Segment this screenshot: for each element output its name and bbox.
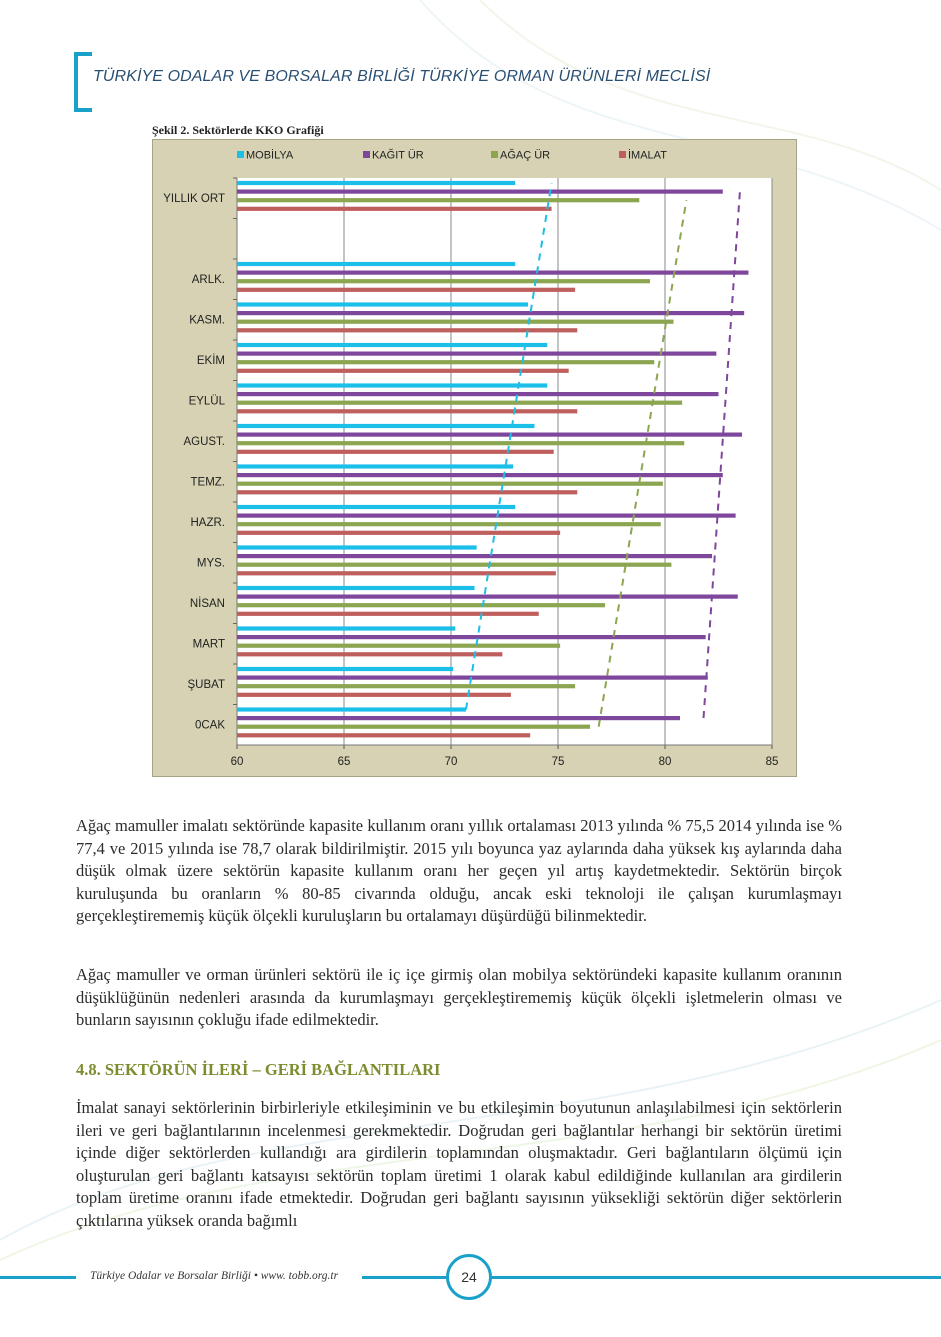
y-tick-label-4: EKİM	[196, 355, 225, 367]
bar-ka-it-r-4	[237, 352, 716, 356]
x-tick-label-60: 60	[230, 756, 244, 768]
bar-ka-it-r-11	[237, 635, 706, 639]
bar-ka-it-r-0	[237, 190, 723, 194]
chart-container	[152, 139, 797, 777]
bar-i-malat-9	[237, 571, 556, 575]
legend-label-3: İMALAT	[628, 149, 667, 162]
bar-a-a-r-0	[237, 198, 639, 202]
bar-i-malat-11	[237, 652, 502, 656]
figure-caption: Şekil 2. Sektörlerde KKO Grafiği	[152, 123, 324, 137]
bar-ka-it-r-6	[237, 433, 742, 437]
bar-mobi-lya-11	[237, 626, 455, 630]
bar-i-malat-6	[237, 450, 554, 454]
bar-a-a-r-10	[237, 603, 605, 607]
bar-ka-it-r-2	[237, 271, 748, 275]
x-tick-label-80: 80	[658, 756, 672, 768]
bar-a-a-r-3	[237, 320, 674, 324]
bar-a-a-r-4	[237, 360, 654, 364]
y-tick-label-12: ŞUBAT	[187, 679, 225, 691]
footer-rule-right	[492, 1276, 941, 1279]
footer-text: Türkiye Odalar ve Borsalar Birliği • www. tobb.org.tr	[90, 1270, 339, 1282]
bar-a-a-r-6	[237, 441, 684, 445]
bar-mobi-lya-9	[237, 545, 477, 549]
section-heading: 4.8. SEKTÖRÜN İLERİ – GERİ BAĞLANTILARI	[76, 1060, 441, 1079]
bar-mobi-lya-10	[237, 586, 475, 590]
bar-i-malat-4	[237, 369, 569, 373]
bar-a-a-r-5	[237, 401, 682, 405]
legend-swatch-1	[363, 151, 370, 158]
y-tick-label-7: TEMZ.	[190, 476, 225, 489]
bar-i-malat-5	[237, 409, 577, 413]
legend-label-1: KAĞIT ÜR	[372, 149, 424, 162]
x-tick-label-75: 75	[551, 756, 565, 768]
bar-mobi-lya-4	[237, 343, 547, 347]
x-tick-label-85: 85	[765, 756, 779, 768]
bar-ka-it-r-13	[237, 716, 680, 720]
bar-mobi-lya-6	[237, 424, 534, 428]
y-tick-label-6: AGUST.	[183, 436, 225, 448]
legend-swatch-2	[491, 151, 498, 158]
bar-i-malat-7	[237, 490, 577, 494]
page-number: 24	[446, 1254, 492, 1300]
footer-rule-left	[0, 1276, 76, 1279]
bar-ka-it-r-8	[237, 514, 736, 518]
bar-i-malat-2	[237, 288, 575, 292]
bar-mobi-lya-7	[237, 464, 513, 468]
bar-mobi-lya-0	[237, 181, 515, 185]
bar-a-a-r-13	[237, 725, 590, 729]
bar-ka-it-r-7	[237, 473, 723, 477]
bar-mobi-lya-13	[237, 707, 466, 711]
bar-mobi-lya-12	[237, 667, 453, 671]
y-tick-label-3: KASM.	[189, 314, 225, 327]
y-tick-label-2: ARLK.	[191, 274, 225, 286]
paragraph-1: Ağaç mamuller imalatı sektöründe kapasite kullanım oranı yıllık ortalaması 2013 yılında % 75,5 2014 yılında ise % 77,4 ve 2015 yılında ise 78,7 olarak bildirilmiştir. 2015 yılı boyunca yaz aylarında daha yüksek kış aylarında daha düşük olmak üzere sektörün kapasite kullanım oranı her geçen yıl artış kaydetmektedir. Sektörün birçok kuruluşunda bu oranların % 80-85 civarında olduğu, ancak eski teknoloji ile çalışan kurumlaşmayı gerçekleştirememiş küçük ölçekli kuruluşların bu ortalamayı düşürdüğü bilinmektedir.	[76, 816, 842, 926]
legend-label-0: MOBİLYA	[246, 149, 294, 162]
bar-a-a-r-11	[237, 644, 560, 648]
bar-mobi-lya-8	[237, 505, 515, 509]
bar-i-malat-10	[237, 612, 539, 616]
bar-ka-it-r-5	[237, 392, 719, 396]
bar-i-malat-13	[237, 733, 530, 737]
header-bracket	[74, 52, 92, 112]
y-tick-label-5: EYLÜL	[188, 395, 225, 408]
y-tick-label-11: MART	[192, 638, 225, 651]
legend-swatch-0	[237, 151, 244, 158]
bar-a-a-r-7	[237, 482, 663, 486]
section-paragraph: İmalat sanayi sektörlerinin birbirleriyle etkileşiminin ve bu etkileşimin boyutunun anlaşılabilmesi için sektörlerin ileri ve geri bağlantılarının incelenmesi gerekmektedir. Doğrudan geri bağlantılar herhangi bir sektörün üretimi içinde diğer sektörlerden kullandığı ara girdilerin toplamından oluşmaktadır. Geri bağlantıların ölçümü için oluşturulan geri bağlantı katsayısı sektörün toplam üretimi 1 olarak kabul edildiğinde kullanılan ara girdilerin toplam üretime oranını ifade etmektedir. Doğrudan geri bağlantı sayısının yüksekliği sektörün diğer sektörlerin çıktılarına yüksek oranda bağımlı	[76, 1098, 842, 1230]
legend-swatch-3	[619, 151, 626, 158]
paragraph-2: Ağaç mamuller ve orman ürünleri sektörü ile iç içe girmiş olan mobilya sektöründeki kapasite kullanım oranının düşüklüğünün nedenleri arasında da kurumlaşmayı gerçekleştirememiş küçük ölçekli işletmelerin olması ve bunların sayısının çokluğu ifade edilmektedir.	[76, 965, 842, 1030]
bar-ka-it-r-12	[237, 676, 708, 680]
bar-i-malat-8	[237, 531, 560, 535]
y-tick-label-13: 0CAK	[194, 719, 225, 732]
legend-label-2: AĞAÇ ÜR	[500, 149, 551, 162]
bar-mobi-lya-2	[237, 262, 515, 266]
kko-bar-chart	[153, 140, 796, 776]
header-title: TÜRKİYE ODALAR VE BORSALAR BİRLİĞİ TÜRKİYE ORMAN ÜRÜNLERİ MECLİSİ	[93, 68, 711, 85]
bar-ka-it-r-10	[237, 595, 738, 599]
x-tick-label-65: 65	[337, 756, 351, 768]
y-tick-label-10: NİSAN	[189, 598, 225, 610]
bar-mobi-lya-3	[237, 302, 528, 306]
bar-ka-it-r-9	[237, 554, 712, 558]
bar-a-a-r-9	[237, 563, 671, 567]
bar-a-a-r-12	[237, 684, 575, 688]
y-tick-label-0: YILLIK ORT	[163, 193, 225, 205]
bar-a-a-r-2	[237, 279, 650, 283]
bar-a-a-r-8	[237, 522, 661, 526]
y-tick-label-9: MYS.	[196, 557, 225, 570]
x-tick-label-70: 70	[444, 756, 458, 768]
bar-i-malat-0	[237, 207, 552, 211]
footer-rule-middle	[362, 1276, 446, 1279]
bar-mobi-lya-5	[237, 383, 547, 387]
y-tick-label-8: HAZR.	[190, 517, 225, 529]
bar-i-malat-3	[237, 328, 577, 332]
bar-i-malat-12	[237, 693, 511, 697]
